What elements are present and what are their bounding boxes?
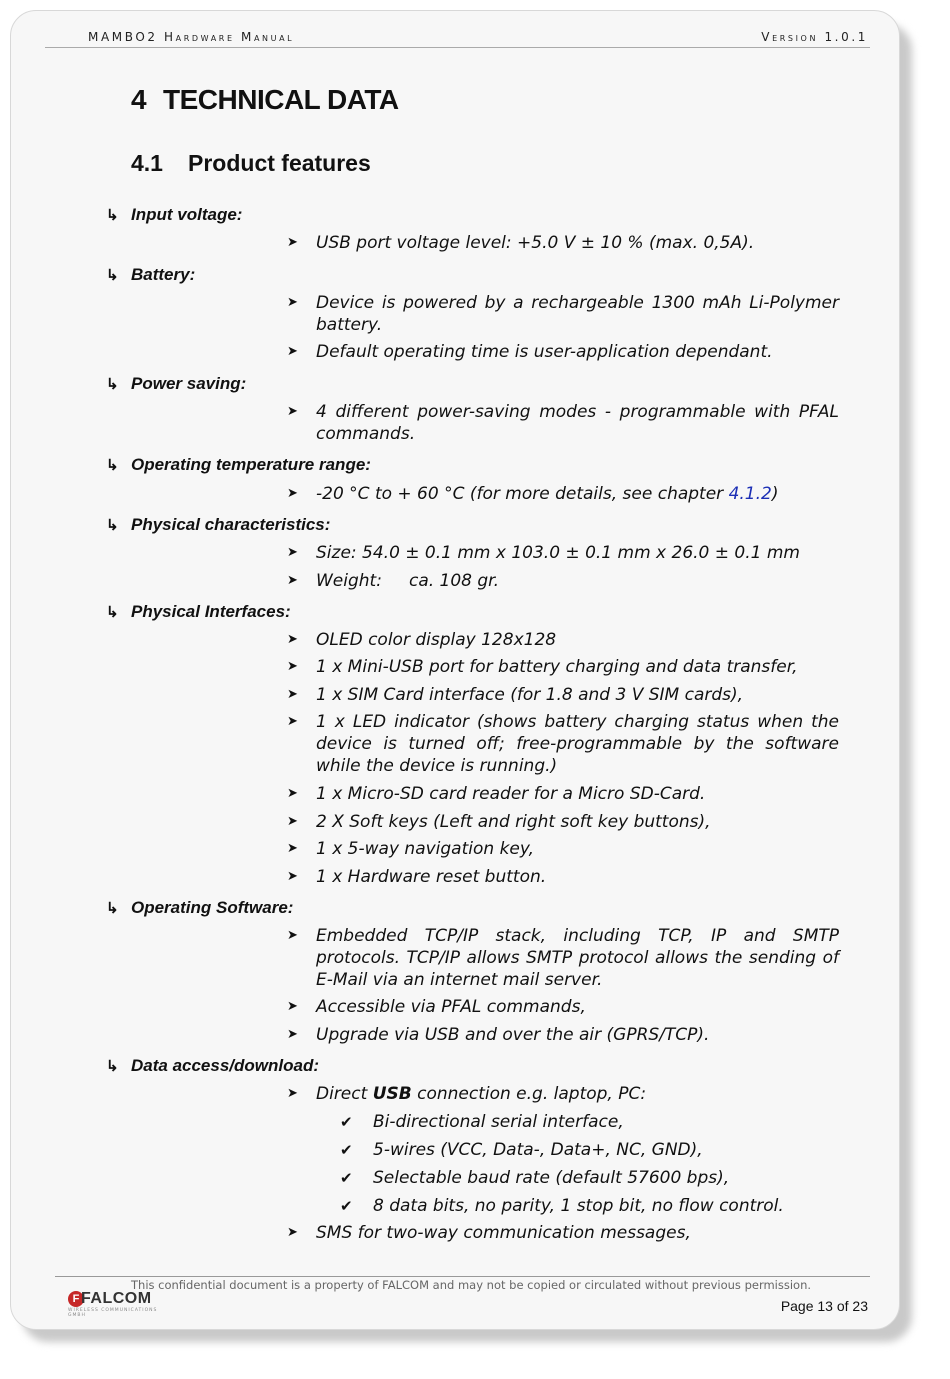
logo-text: FALCOM: [81, 1290, 152, 1307]
arrowhead-bullet-icon: ➤: [287, 545, 298, 560]
chapter-link[interactable]: 4.1.2: [728, 484, 772, 504]
arrowhead-bullet-icon: ➤: [287, 869, 298, 884]
list-item: ➤ 4 different power-saving modes - programmable with PFAL commands.: [287, 402, 839, 444]
list-item: ➤ OLED color display 128x128: [287, 630, 557, 650]
list-item: ➤ Direct USB connection e.g. laptop, PC:: [287, 1084, 647, 1104]
arrowhead-bullet-icon: ➤: [287, 632, 298, 647]
list-item: ➤ Weight: ca. 108 gr.: [287, 571, 500, 591]
category-label: Data access/download:: [131, 1056, 320, 1075]
category-label: Operating Software:: [131, 898, 294, 917]
arrowhead-bullet-icon: ➤: [287, 573, 298, 588]
category-label: Input voltage:: [131, 205, 243, 224]
arrowhead-bullet-icon: ➤: [287, 714, 298, 729]
arrowhead-bullet-icon: ➤: [287, 814, 298, 829]
arrow-icon: ↳: [106, 1058, 119, 1075]
list-item: ➤ 1 x 5-way navigation key,: [287, 839, 535, 859]
arrowhead-bullet-icon: ➤: [287, 928, 298, 943]
running-header: [88, 30, 868, 46]
list-item: ➤ Size: 54.0 ± 0.1 mm x 103.0 ± 0.1 mm x 26.0 ± 0.1 mm: [287, 543, 800, 563]
arrowhead-bullet-icon: ➤: [287, 235, 298, 250]
falcom-logo: [68, 1291, 176, 1317]
arrowhead-bullet-icon: ➤: [287, 404, 298, 419]
arrow-icon: ↳: [106, 457, 119, 474]
list-item: ➤ 1 x Micro-SD card reader for a Micro SD-Card.: [287, 784, 706, 804]
arrow-icon: ↳: [106, 267, 119, 284]
list-item: ➤ SMS for two-way communication messages,: [287, 1223, 691, 1243]
list-item: ➤ Upgrade via USB and over the air (GPRS/TCP).: [287, 1025, 710, 1045]
category-physical-interfaces: [106, 602, 291, 622]
chapter-number: 4: [131, 84, 147, 115]
arrowhead-bullet-icon: ➤: [287, 1225, 298, 1240]
arrowhead-bullet-icon: ➤: [287, 687, 298, 702]
list-item: ➤ USB port voltage level: +5.0 V ± 10 % (max. 0,5A).: [287, 233, 755, 253]
section-number: 4.1: [131, 150, 163, 176]
checkmark-icon: ✔: [340, 1113, 353, 1131]
arrowhead-bullet-icon: ➤: [287, 295, 298, 310]
arrowhead-bullet-icon: ➤: [287, 486, 298, 501]
checkmark-icon: ✔: [340, 1141, 353, 1159]
category-label: Physical characteristics:: [131, 515, 331, 534]
confidential-notice: This confidential document is a property of FALCOM and may not be copied or circulated without previous permission.: [131, 1278, 812, 1292]
list-item: ➤ 1 x Mini-USB port for battery charging and data transfer,: [287, 657, 798, 677]
arrow-icon: ↳: [106, 604, 119, 621]
arrowhead-bullet-icon: ➤: [287, 1027, 298, 1042]
logo-subtext: WIRELESS COMMUNICATIONS GMBH: [68, 1308, 158, 1318]
sub-list-item: ✔ 5-wires (VCC, Data-, Data+, NC, GND),: [340, 1140, 703, 1160]
arrowhead-bullet-icon: ➤: [287, 786, 298, 801]
category-label: Physical Interfaces:: [131, 602, 291, 621]
section-title: Product features: [188, 150, 371, 176]
arrowhead-bullet-icon: ➤: [287, 659, 298, 674]
chapter-heading: [131, 84, 399, 116]
category-physical-characteristics: [106, 515, 330, 535]
category-operating-software: [106, 898, 293, 918]
list-item: ➤ 1 x Hardware reset button.: [287, 867, 547, 887]
list-item: ➤ 1 x LED indicator (shows battery charging status when the device is turned off; free-programmable by the software while the device is running.): [287, 712, 839, 776]
category-label: Battery:: [131, 265, 196, 284]
header-version: Version 1.0.1: [761, 30, 868, 44]
page-number: Page 13 of 23: [780, 1298, 868, 1314]
list-item: ➤ Embedded TCP/IP stack, including TCP, IP and SMTP protocols. TCP/IP allows SMTP protocol allows the sending of E-Mail via an internet mail server.: [287, 926, 839, 990]
category-input-voltage: [106, 205, 242, 225]
sub-list-item: ✔ 8 data bits, no parity, 1 stop bit, no flow control.: [340, 1196, 784, 1216]
checkmark-icon: ✔: [340, 1197, 353, 1215]
sub-list-item: ✔ Selectable baud rate (default 57600 bps),: [340, 1168, 730, 1188]
list-item: ➤ -20 °C to + 60 °C (for more details, see chapter 4.1.2): [287, 484, 779, 504]
arrowhead-bullet-icon: ➤: [287, 841, 298, 856]
list-item: ➤ Device is powered by a rechargeable 1300 mAh Li-Polymer battery.: [287, 293, 839, 335]
arrow-icon: ↳: [106, 517, 119, 534]
chapter-title: TECHNICAL DATA: [163, 84, 399, 115]
category-label: Power saving:: [131, 374, 247, 393]
category-battery: [106, 265, 195, 285]
falcom-logo-icon: F: [68, 1291, 84, 1307]
category-operating-temperature: [106, 455, 371, 475]
list-item: ➤ 2 X Soft keys (Left and right soft key buttons),: [287, 812, 711, 832]
header-divider: [45, 47, 870, 48]
list-item: ➤ 1 x SIM Card interface (for 1.8 and 3 V SIM cards),: [287, 685, 744, 705]
arrowhead-bullet-icon: ➤: [287, 344, 298, 359]
checkmark-icon: ✔: [340, 1169, 353, 1187]
section-heading: [131, 150, 371, 177]
arrowhead-bullet-icon: ➤: [287, 999, 298, 1014]
footer-divider: [55, 1276, 870, 1277]
sub-list-item: ✔ Bi-directional serial interface,: [340, 1112, 624, 1132]
arrowhead-bullet-icon: ➤: [287, 1086, 298, 1101]
list-item: ➤ Accessible via PFAL commands,: [287, 997, 586, 1017]
category-data-access: [106, 1056, 319, 1076]
arrow-icon: ↳: [106, 900, 119, 917]
list-item: ➤ Default operating time is user-application dependant.: [287, 342, 773, 362]
category-power-saving: [106, 374, 246, 394]
category-label: Operating temperature range:: [131, 455, 371, 474]
header-title: MAMBO2 Hardware Manual: [88, 30, 295, 44]
arrow-icon: ↳: [106, 207, 119, 224]
arrow-icon: ↳: [106, 376, 119, 393]
